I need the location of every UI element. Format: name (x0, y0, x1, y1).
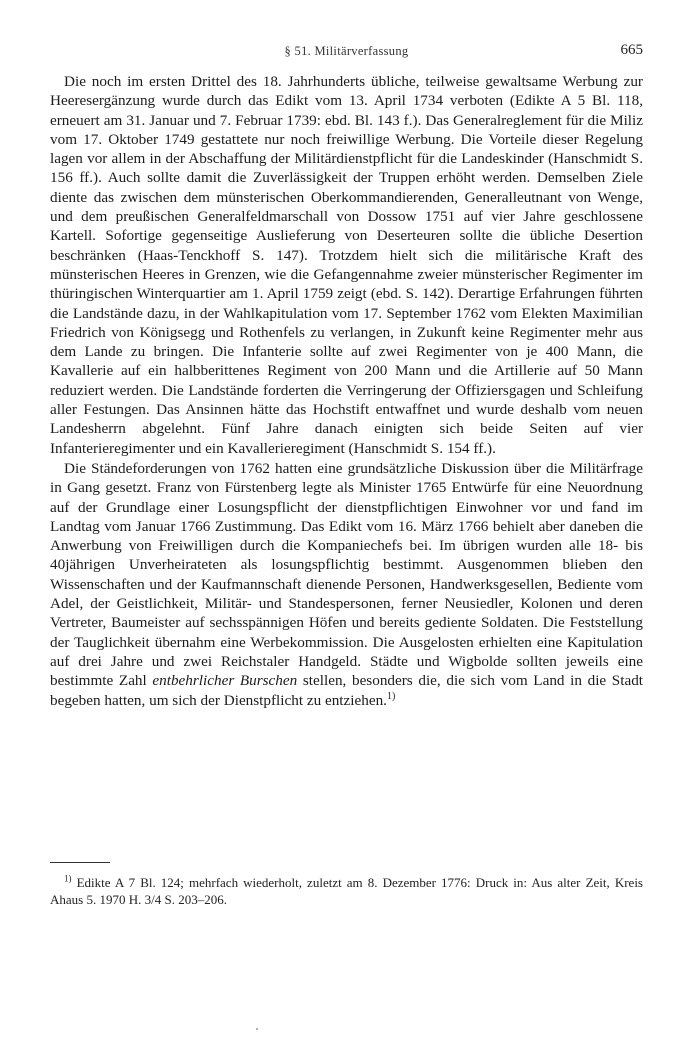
emphasized-phrase: entbehrlicher Burschen (152, 672, 298, 690)
paragraph-2 (50, 459, 643, 710)
section-title: § 51. Militärverfassung (284, 44, 409, 58)
footnote-reference: 1) (386, 690, 396, 702)
paragraph-2-tail: stellen, besonders die, die sich vom Land in die Stadt begeben hatten, um sich der Dienstpflicht zu entziehen. (50, 672, 644, 709)
running-head (50, 42, 643, 62)
footnote-text: Edikte A 7 Bl. 124; mehrfach wiederholt, zuletzt am 8. Dezember 1776: Druck in: Aus alter Zeit, Kreis Ahaus 5. 1970 H. 3/4 S. 203–206. (50, 875, 643, 908)
paragraph-2-text: Die Ständeforderungen von 1762 hatten eine grundsätzliche Diskussion über die Militärfrage in Gang gesetzt. Franz von Fürstenberg legte als Minister 1765 Entwürfe für eine Neuordnung auf der Grundlage einer Losungspflicht der dienstpflichtigen Einwohner vor und fand im Landtag vom Januar 1766 Zustimmung. Das Edikt vom 16. März 1766 behielt aber daneben die Anwerbung von Freiwilligen durch die Kompaniechefs bei. Im übrigen wurden alle 18- bis 40jährigen Unverheirateten als losungspflichtig bestimmt. Ausgenommen blieben den Wissenschaften und der Kaufmannschaft dienende Personen, Handwerksgesellen, Bediente vom Adel, der Geistlichkeit, Militär- und Standespersonen, ferner Neusiedler, Kolonen und deren Vertreter, Baumeister auf sechsspännigen Höfen und bereits gediente Soldaten. Die Feststellung der Tauglichkeit übernahm eine Werbekommission. Die Ausgelosten erhielten eine Kapitulation auf drei Jahre und zwei Reichstaler Handgeld. Städte und Wigbolde sollten jeweils eine bestimmte Zahl (50, 459, 643, 690)
paragraph-1: Die noch im ersten Drittel des 18. Jahrhunderts übliche, teilweise gewaltsame Werbung zur Heeresergänzung wurde durch das Edikt vom 13. April 1734 verboten (Edikte A 5 Bl. 118, erneuert am 31. Januar und 7. Februar 1739: ebd. Bl. 143 f.). Das Generalreglement für die Miliz vom 17. Oktober 1749 gestattete nur noch freiwillige Werbung. Die Vorteile dieser Regelung lagen vor allem in der Abschaffung der Militärdienstpflicht für die Landeskinder (Hanschmidt S. 156 ff.). Auch sollte damit die Zuverlässigkeit der Truppen erhöht werden. Demselben Ziele diente das zwischen dem münsterischen Oberkommandierenden, Generalleutnant von Wenge, und dem preußischen Generalfeldmarschall von Dossow 1751 auf vier Jahre geschlossene Kartell. Sofortige gegenseitige Auslieferung von Deserteuren sollte die übliche Desertion beschränken (Haas-Tenckhoff S. 147). Trotzdem hielt sich die militärische Kraft des münsterischen Heeres in Grenzen, wie die Gefangennahme zweier münsterischer Regimenter im thüringischen Winterquartier am 1. April 1759 zeigt (ebd. S. 142). Derartige Erfahrungen führten die Landstände dazu, in der Wahlkapitulation vom 17. September 1762 vom Elekten Maximilian Friedrich von Königsegg und Rothenfels zu verlangen, in Zukunft keine Regimenter mehr aus dem Lande zu bringen. Die Infanterie sollte auf zwei Regimenter von je 400 Mann, die Kavallerie auf ein halbberittenes Regiment von 200 Mann und die Artillerie auf 50 Mann reduziert werden. Die Landstände forderten die Verringerung der Offiziersgagen und Schleifung aller Festungen. Das Ansinnen hätte das Hochstift entwaffnet und wurde deshalb vom neuen Landesherrn abgelehnt. Fünf Jahre danach einigten sich beide Seiten auf vier Infanterieregimenter und ein Kavallerieregiment (Hanschmidt S. 154 ff.). (50, 73, 643, 457)
footnote-marker: 1) (64, 873, 72, 884)
footnote (50, 874, 643, 908)
footnote-divider (50, 862, 110, 863)
page-number: 665 (620, 42, 643, 58)
scan-speck (256, 1028, 258, 1030)
body-text (50, 72, 643, 710)
